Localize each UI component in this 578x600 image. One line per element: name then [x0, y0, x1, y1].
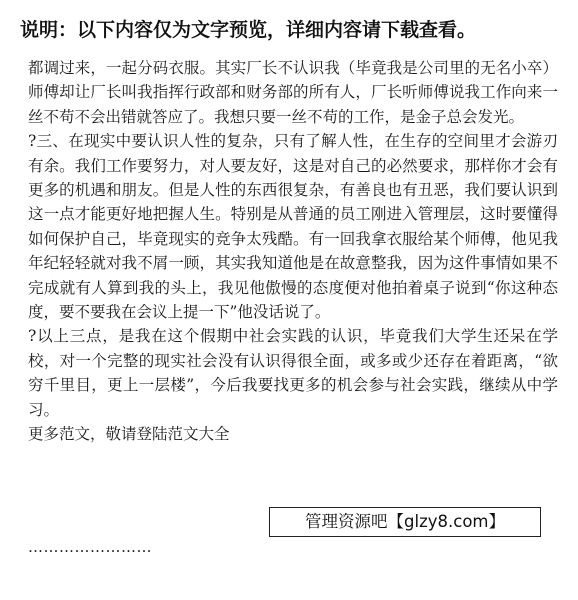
download-notice: 说明：以下内容仅为文字预览，详细内容请下载查看。 [20, 19, 477, 41]
ellipsis-dots: …………………… [28, 538, 152, 556]
paragraph: ?以上三点，是我在这个假期中社会实践的认识，毕竟我们大学生还呆在学校，对一个完整的现实社会没有认识得很全面，或多或少还存在着距离，“欲穷千里目，更上一层楼”，今后我要找更多的机会参与社会实践，继续从中学习。 [28, 327, 558, 419]
site-watermark: 管理资源吧【glzy8.com】 [269, 507, 541, 537]
paragraph: ?三、在现实中要认识人性的复杂，只有了解人性，在生存的空间里才会游刃有余。我们工作要努力，对人要友好，这是对自己的必然要求，那样你才会有更多的机遇和朋友。但是人性的东西很复杂，有善良也有丑恶，我们要认识到这一点才能更好地把握人生。特别是从普通的员工刚进入管理层，这时要懂得如何保护自己，毕竟现实的竞争太残酷。有一回我拿衣服给某个师傅，他见我年纪轻轻就对我不屑一顾，其实我知道他是在故意整我，因为这件事情如果不完成就有人算到我的头上，我见他傲慢的态度便对他拍着桌子说到“你这种态度，要不要我在会议上提一下”他没话说了。 [28, 132, 558, 322]
more-samples-line: 更多范文，敬请登陆范文大全 [28, 425, 230, 444]
paragraph: 都调过来，一起分码衣服。其实厂长不认识我（毕竟我是公司里的无名小卒）师傅却让厂长叫我指挥行政部和财务部的所有人，厂长听师傅说我工作向来一丝不苟不会出错就答应了。我想只要一丝不苟的工作，是金子总会发光。 [28, 59, 558, 126]
document-body [28, 56, 558, 447]
